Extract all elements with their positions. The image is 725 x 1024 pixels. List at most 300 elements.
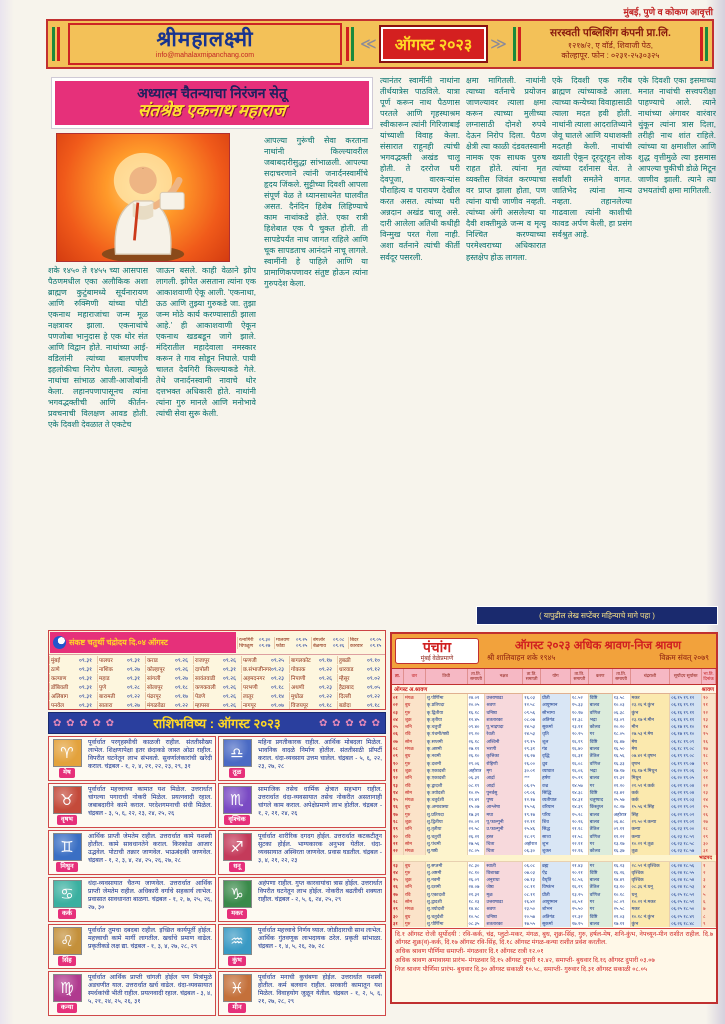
city-name: कराड: [145, 656, 175, 664]
panchang-cell: ०९.०६: [523, 789, 541, 796]
ribbon-stripes: [48, 21, 64, 67]
rashifal-section: [48, 712, 386, 1018]
panchang-cell: मंगळ: [404, 796, 426, 803]
zodiac-icon-column: [49, 831, 85, 874]
table-row: [392, 752, 716, 759]
table-row: [392, 723, 716, 730]
panchang-cell: वृश्चिक: [631, 869, 671, 876]
panchang-cell: रोहिणी: [485, 760, 523, 767]
panchang-cell: २४.०१: [468, 694, 486, 701]
panchang-cell: २९.५० नं.कन्या: [631, 818, 671, 825]
panchang-cell: १६.२९: [571, 883, 589, 890]
panchang-cell: उ.फाल्गुनी: [485, 825, 523, 832]
masthead: [46, 19, 714, 69]
panchang-cell: १९: [392, 825, 404, 832]
city-time-pair: [348, 643, 385, 649]
column-header: भा.ति. दिनांक: [702, 669, 716, 684]
panchang-cell: मंगळ: [404, 847, 426, 854]
panchang-cell: २६.२१: [468, 833, 486, 840]
panchang-cell: ११: [702, 701, 716, 708]
panchang-cell: ०७.०३: [523, 869, 541, 876]
panchang-cell: रेवती: [485, 730, 523, 737]
panchang-cell: २८.५२ नं.वृश्चिक: [631, 862, 671, 869]
panchang-notes: [392, 928, 716, 977]
city-time-pair: [311, 643, 348, 649]
panchang-cell: ०६.१६ १९.१२: [670, 701, 702, 708]
panchang-cell: ०८.०९: [613, 898, 631, 905]
panchang-cell: १२: [392, 774, 404, 781]
panchang-cell: सोम: [404, 789, 426, 796]
left-month-sublabel: अ.श्रावण: [409, 687, 428, 693]
panchang-cell: २७: [392, 891, 404, 898]
article-column-7: एके दिवशी एका इसमाच्या मनात नाथांची सत्त्वपरीक्षा पाहण्याचे आले. त्याने नाथांच्या अंगावर वारंवार थुंकून त्यांना त्रास दिला, तरीही नाथ शांत राहिले. त्यांच्या या क्षमाशील आणि शुद्ध वृत्तीमुळे त्या इसमास आपल्या चुकीची डोळे मिटून जाणीव झाली. त्याने त्या उभयतांची क्षमा मागितली.: [638, 76, 716, 196]
panchang-cell: १०.०३: [613, 701, 631, 708]
panchang-cell: सिद्ध: [541, 825, 571, 832]
column-header: ता.ति. समाप्ती: [468, 669, 486, 684]
panchang-cell: प्रीती: [541, 694, 571, 701]
city-name: चिपळूण: [237, 643, 259, 649]
panchang-cell: १५: [392, 796, 404, 803]
column-header: ता.ति. समाप्ती: [523, 669, 541, 684]
panchang-cell: २४.५३: [523, 730, 541, 737]
panchang-cell: शोभन: [541, 905, 571, 912]
panchang-cell: विष्टि: [589, 913, 613, 920]
panchang-cell: गुरु: [404, 760, 426, 767]
panchang-cell: शुक्र: [404, 716, 426, 723]
table-row: [392, 876, 716, 883]
panchang-cell: २०.०५: [468, 701, 486, 708]
table-row: [392, 847, 716, 854]
panchang-cell: आयुष्मान: [541, 898, 571, 905]
panchang-cell: २८.१०: [468, 869, 486, 876]
brand-logo: श्रीमहालक्ष्मी: [156, 28, 254, 51]
city-name: पंढरपूर: [145, 692, 175, 700]
sankashta-header-cities: [237, 631, 385, 654]
panchang-cell: ०५: [392, 723, 404, 730]
zodiac-sign-box: [218, 783, 386, 828]
panchang-cell: २४.५३: [523, 723, 541, 730]
panchang-cell: विष्टि: [589, 694, 613, 701]
panchang-cell: ०६.५१: [571, 898, 589, 905]
panchang-cell: ०६: [392, 730, 404, 737]
panchang-cell: २१.२०: [613, 782, 631, 789]
panchang-cell: उत्तराषाढा: [485, 694, 523, 701]
panchang-cell: ध्रुव: [541, 760, 571, 767]
panchang-cell: ०६.२३ १८.५७: [670, 847, 702, 854]
panchang-cell: १६.५६: [613, 752, 631, 759]
rashifal-header-band: [48, 712, 386, 734]
panchang-cell: २४: [702, 796, 716, 803]
panchang-cell: मकर: [631, 905, 671, 912]
panchang-cell: वज्र: [541, 782, 571, 789]
panchang-cell: १६.०८: [571, 760, 589, 767]
panchang-cell: बुध: [404, 803, 426, 810]
panchang-cell: सोम: [404, 840, 426, 847]
panchang-cell: ०७.१३: [523, 876, 541, 883]
zodiac-forecast-text: पूर्वार्धात शारीरिक दगदग होईल. उत्तरार्धात कटकटीतून सुटका होईल. भाग्यकारक अनुभव येतील. धंदा-व्यवसायात अस्थिरता जाणवेल. प्रवास घडतील. चंद्रबल - ३, ४, २१, २२, २३: [258, 833, 382, 865]
panchang-cell: २१.४३: [571, 862, 589, 869]
zodiac-icon: ♓: [223, 974, 252, 1002]
zodiac-forecast-text: अहंपणा राहील. गुप्त कारवायांचा त्रास होईल. उत्तरार्धात विपरीत घटनेतून लाभ होईल. नोकरीत बढतीची शक्यता राहील. चंद्रबल - २, ५, ६, २४, २५, २९: [258, 880, 382, 904]
column-header: ता.ति. समाप्ती: [571, 669, 589, 684]
panchang-cell: १९: [702, 760, 716, 767]
moonrise-time: ०९.२६: [175, 657, 188, 664]
panchang-cell: २१: [702, 774, 716, 781]
city-name: कणकवली: [193, 683, 223, 691]
city-name: पनवेल: [49, 701, 79, 709]
saint-figure: [57, 134, 229, 261]
zodiac-sign-box: [218, 830, 386, 875]
panchang-table: [390, 632, 718, 1004]
panchang-cell: हस्त: [485, 833, 523, 840]
moonrise-time: ०९.१८: [367, 702, 380, 709]
panchang-cell: १३: [392, 782, 404, 789]
table-row: [392, 730, 716, 737]
panchang-cell: ११: [392, 767, 404, 774]
panchang-cell: २२: [392, 847, 404, 854]
panchang-cell: ०६.४८: [613, 818, 631, 825]
panchang-cell: ०६.१८ १९.०९: [670, 738, 702, 745]
panchang-cell: २: [702, 869, 716, 876]
city-name: म्हापसा: [193, 701, 223, 709]
panchang-cell: १२.५८: [523, 701, 541, 708]
moonrise-time: ०९.२६: [223, 675, 236, 682]
panchang-cell: ०६.२५ १८.४९: [670, 913, 702, 920]
article-title: संतश्रेष्ठ एकनाथ महाराज: [137, 100, 287, 120]
panchang-header-right: [483, 640, 713, 663]
panchang-cell: १: [702, 862, 716, 869]
panchang-cell: मीन: [631, 723, 671, 730]
city-name: म्हैसूर: [337, 674, 367, 682]
panchang-cell: बालव: [589, 774, 613, 781]
city-name: कारवार: [348, 643, 370, 649]
panchang-rows: [392, 694, 716, 927]
column-header: नक्षत्र: [485, 669, 523, 684]
table-row: [392, 898, 716, 905]
panchang-cell: ३०.०१: [523, 767, 541, 774]
panchang-cell: १८.२३: [468, 898, 486, 905]
sankashta-moonrise-table: [48, 630, 386, 710]
panchang-cell: भद्रा: [589, 716, 613, 723]
panchang-cell: ०४: [392, 716, 404, 723]
panchang-cell: साध्य: [541, 833, 571, 840]
panchang-cell: मिथुन: [631, 774, 671, 781]
panchang-cell: ०६.०८: [523, 862, 541, 869]
zodiac-name-label: धनू: [229, 862, 245, 871]
panchang-cell: २८.२७: [613, 803, 631, 810]
panchang-cell: १६.२३: [613, 862, 631, 869]
panchang-cell: रवि: [404, 730, 426, 737]
zodiac-name-label: कन्या: [57, 1003, 77, 1012]
panchang-cell: बालव: [589, 811, 613, 818]
panchang-cell: १०: [392, 760, 404, 767]
panchang-cell: अनुराधा: [485, 876, 523, 883]
panchang-cell: आर्द्रा: [485, 782, 523, 789]
panchang-cell: ०९: [392, 752, 404, 759]
article-kicker: अध्यात्म चैतन्याचा निरंजन सेतू: [137, 84, 287, 101]
zodiac-icon: ♎: [223, 739, 252, 767]
panchang-cell: ०६.२४ १८.५६: [670, 862, 702, 869]
city-name: दापोली: [193, 665, 223, 673]
panchang-cell: तैतिल: [589, 883, 613, 890]
panchang-cell: अतिगंड: [541, 716, 571, 723]
table-row: [392, 796, 716, 803]
panchang-title-box: [395, 638, 479, 664]
panchang-cell: ११.२२: [613, 833, 631, 840]
panchang-cell: धृति: [541, 730, 571, 737]
panchang-cell: २०: [392, 833, 404, 840]
publisher-phone: कोल्हापूर. फोन : ०२३१-२५३०३२५: [561, 50, 660, 60]
panchang-cell: २३.१७ नं.मीन: [631, 716, 671, 723]
panchang-cell: ०९.११: [613, 825, 631, 832]
panchang-cell: शु.प्रतिपदा: [426, 811, 468, 818]
panchang-cell: २६: [392, 883, 404, 890]
table-row: [392, 833, 716, 840]
panchang-cell: गर: [589, 898, 613, 905]
zodiac-icon: ♍: [53, 974, 82, 1002]
panchang-cell: विष्टि: [589, 789, 613, 796]
city-name: धारवाड: [337, 665, 367, 673]
panchang-cell: पू.भाद्रपदा: [485, 723, 523, 730]
panchang-cell: २३.०९: [613, 716, 631, 723]
city-name: नाशिक: [97, 665, 127, 673]
panchang-cell: ०६.२५: [523, 782, 541, 789]
panchang-cell: ०६.२३ १९.००: [670, 825, 702, 832]
moonrise-time: ०९.१४: [271, 693, 284, 700]
panchang-cell: २५: [702, 803, 716, 810]
panchang-cell: पू.फाल्गुनी: [485, 818, 523, 825]
panchang-cell: रवि: [404, 833, 426, 840]
city-name: दिल्ली: [337, 692, 367, 700]
city-time-pair: [237, 643, 274, 649]
panchang-cell: १६.३७: [613, 847, 631, 854]
panchang-cell: ३१: [702, 847, 716, 854]
panchang-cell: २१.०३: [613, 913, 631, 920]
panchang-cell: रवि: [404, 891, 426, 898]
table-row: [392, 774, 716, 781]
table-row: [392, 803, 716, 810]
panchang-cell: मंगळ: [404, 745, 426, 752]
panchang-cell: गुरु: [404, 811, 426, 818]
panchang-cell: २६.२७: [523, 752, 541, 759]
moonrise-time: ०९.२२: [175, 702, 188, 709]
zodiac-name-label: मिथुन: [56, 862, 77, 871]
city-name: अथणी: [289, 683, 319, 691]
city-name: मंगळवेढा: [145, 701, 175, 709]
panchang-cell: मघा: [485, 811, 523, 818]
panchang-cell: गर: [589, 862, 613, 869]
panchang-cell: २९.१५: [523, 738, 541, 745]
panchang-cell: शु.दशमी: [426, 883, 468, 890]
panchang-cell: शु.एकादशी: [426, 891, 468, 898]
email-text: info@mahalaxmipanchang.com: [155, 52, 255, 59]
zodiac-forecast-text: आर्थिक प्राप्ती जेमतेम राहील. उत्तरार्धात कामे यशस्वी होतील. कामे सावधानतेने कराल. किरकोळ आजार उद्भवेल. पोटाची तक्रार जाणवेल. भाऊबंदकी जाणवेल. चंद्रबल - १, २, ३, ४, २४, २५, २६, २७, २८: [88, 833, 212, 865]
zodiac-forecast-text: सामाजिक तसेच धार्मिक क्षेत्रात सहभाग राहील. उत्तरार्धात धंदा-व्यवसायात तसेच नोकरीत असतानाही चांगले काम कराल. अपेक्षेप्रमाणे लाभ होतील. चंद्रबल - १, २, २१, २४, २६: [258, 786, 382, 818]
zodiac-icon-column: [219, 878, 255, 921]
panchang-cell: १७: [392, 811, 404, 818]
panchang-cell: २०: [702, 767, 716, 774]
panchang-cell: १६.३३: [613, 760, 631, 767]
panchang-cell: १४.३१: [571, 796, 589, 803]
panchang-cell: ०८.३५: [468, 920, 486, 927]
panchang-cell: ऐंद्र: [541, 869, 571, 876]
column-header: योग: [541, 669, 571, 684]
panchang-cell: २१.३८: [571, 716, 589, 723]
city-name: पुणे: [97, 683, 127, 691]
city-name: सावंतवाडी: [193, 674, 223, 682]
moonrise-time: ०९.२७: [175, 675, 188, 682]
zodiac-icon: ♐: [223, 833, 252, 861]
panchang-cell: अतिगंड: [541, 913, 571, 920]
moonrise-time: ०९.३०: [259, 637, 271, 643]
panchang-cell: आर्द्रा: [485, 774, 523, 781]
panchang-cell: सिद्धि: [541, 789, 571, 796]
panchang-cell: २३: [702, 789, 716, 796]
panchang-cell: वणिज: [589, 760, 613, 767]
panchang-cell: अहोरात्र: [613, 811, 631, 818]
rashifal-grid: [48, 736, 386, 1016]
panchang-cell: कृ.द्वादशी: [426, 782, 468, 789]
moonrise-time: ०९.१७: [175, 693, 188, 700]
zodiac-icon-column: [219, 737, 255, 780]
panchang-cell: गर: [589, 782, 613, 789]
panchang-cell: शु.द्वितीया: [426, 818, 468, 825]
panchang-title: पंचांग: [422, 639, 452, 655]
panchang-cell: ३१: [392, 920, 404, 927]
panchang-cell: ०६.२१ १९.०४: [670, 789, 702, 796]
zodiac-sign-box: [48, 924, 216, 969]
panchang-cell: ६: [702, 898, 716, 905]
table-row: [49, 655, 385, 664]
moonrise-time: ०९.२५: [296, 637, 308, 643]
panchang-cell: १४.५७: [571, 782, 589, 789]
panchang-cell: ५: [702, 891, 716, 898]
article-column-1: शके १४५० ते १४५५ च्या आसपास पैठणमधील एका अलौकिक अशा ब्राह्मण कुटुंबामध्ये सूर्यनारायण आणि रुक्मिणी यांच्या पोटी एकनाथ महाराजांचा जन्म मूळ नक्षत्रावर झाला. एकनाथांचे पणजोबा भानुदास हे एक थोर संत आणि विद्वान होते. नाथांच्या आई-वडिलांनी त्यांच्या बालपणीच इहलोकीचा निरोप घेतला. त्यामुळे नाथांचा सांभाळ आजी-आजोबांनी केला. लहानपणापासूनच त्यांना भगवद्भक्तीची आणि कीर्तन-प्रवचनाची विलक्षण आवड होती. एके दिवशी देवळात ते एकटेच: [48, 266, 148, 430]
zodiac-name-label: कर्क: [58, 909, 76, 918]
table-row: [392, 891, 716, 898]
panchang-cell: ०६.१६ १९.११: [670, 709, 702, 716]
panchang-cell: बालव: [589, 745, 613, 752]
panchang-cell: २१.१८: [571, 825, 589, 832]
panchang-cell: २१.३२: [468, 891, 486, 898]
panchang-cell: पुष्य: [485, 796, 523, 803]
table-row: [392, 760, 716, 767]
zodiac-sign-box: [218, 971, 386, 1016]
panchang-cell: शु.अष्टमी: [426, 869, 468, 876]
panchang-cell: २०.२०: [613, 723, 631, 730]
panchang-cell: १६.५०: [613, 745, 631, 752]
panchang-cell: वृद्धि: [541, 752, 571, 759]
panchang-cell: ७: [702, 905, 716, 912]
panchang-cell: २२.११: [523, 818, 541, 825]
panchang-cell: कृ.अमावास्या: [426, 803, 468, 810]
panchang-cell: गुरु: [404, 709, 426, 716]
zodiac-sign-box: [48, 736, 216, 781]
panchang-cell: २९.३१: [523, 745, 541, 752]
table-row: [392, 767, 716, 774]
panchang-cell: २७.५६: [468, 840, 486, 847]
panchang-cell: १४.४८: [468, 905, 486, 912]
panchang-cell: १०.२१ नं.मकर: [631, 898, 671, 905]
panchang-cell: २६.१०: [468, 752, 486, 759]
panchang-cell: पुनर्वसु: [485, 789, 523, 796]
panchang-cell: २९: [702, 833, 716, 840]
panchang-cell: ०६.२४ १८.५४: [670, 876, 702, 883]
panchang-cell: शुक्र: [404, 876, 426, 883]
panchang-cell: २४.०७: [468, 883, 486, 890]
panchang-cell: कृ.एकादशी: [426, 774, 468, 781]
panchang-cell: ०६.२० १९.०५: [670, 774, 702, 781]
zodiac-icon: ♊: [53, 833, 82, 861]
panchang-cell: २८: [392, 898, 404, 905]
column-header: चंद्रराशी: [631, 669, 671, 684]
logo-box: [68, 23, 342, 65]
panchang-cell: १८.५६: [571, 876, 589, 883]
moonrise-time: ०९.१२: [367, 666, 380, 673]
panchang-cell: शु.चतुर्थी: [426, 833, 468, 840]
panchang-cell: १५.५६: [523, 803, 541, 810]
city-name: हुबळी: [337, 656, 367, 664]
zodiac-icon-column: [219, 831, 255, 874]
panchang-cell: मकर: [631, 694, 671, 701]
moonrise-time: ०९.२२: [367, 693, 380, 700]
panchang-cell: धनू: [631, 891, 671, 898]
panchang-cell: १६.१७ नं.मिथुन: [631, 767, 671, 774]
panchang-cell: २०.२५: [571, 730, 589, 737]
zodiac-name-label: सिंह: [58, 956, 76, 965]
panchang-cell: शुक्ल: [541, 847, 571, 854]
panchang-cell: २५.५८: [613, 905, 631, 912]
panchang-cell: विशाखा: [485, 869, 523, 876]
saint-portrait-image: [56, 133, 230, 262]
panchang-cell: २६.००: [523, 760, 541, 767]
panchang-cell: ३०: [392, 913, 404, 920]
moonrise-time: ०९.३१: [79, 684, 92, 691]
panchang-cell: शूल: [541, 738, 571, 745]
panchang-cell: कृ.नवमी: [426, 752, 468, 759]
panchang-cell: शु.षष्ठी: [426, 847, 468, 854]
table-row: [49, 700, 385, 709]
city-name: कल्याण: [49, 674, 79, 682]
zodiac-sign-box: [218, 736, 386, 781]
city-name: बडोदा: [337, 701, 367, 709]
moonrise-time: ०९.२६: [319, 675, 332, 682]
panchang-cell: ८: [702, 913, 716, 920]
panchang-cell: १७.५५: [523, 920, 541, 927]
panchang-cell: धनिष्ठा: [485, 913, 523, 920]
article-column-5: क्षमा मागितली. नाथांनी त्याच्या वर्तनाचे प्रयोजन जाणल्यावर त्याला क्षमा करून त्याच्या मुलीच्या लग्नासाठी दोनशे रुपये देऊन निरोप दिला. पैठण क्षेत्री त्या काळी दंडवतस्वामी नामक एक साधक पुरुष राहत होते. त्यांना मृत व्यक्तीस जिवंत करण्याचा वर प्राप्त झाला होता, पण त्यांना याची जाणीव नव्हती. त्यांच्या अंगी असलेल्या या दैवी शक्तीमुळे जन्म व मृत्यू निश्चित करण्याच्या परमेश्वराच्या अधिकारात हस्तक्षेप होऊ लागला.: [466, 76, 546, 262]
moonrise-time: ०९.२६: [175, 666, 188, 673]
moonrise-time: ०९.३१: [127, 657, 140, 664]
panchang-cell: सोम: [404, 738, 426, 745]
table-row: [392, 905, 716, 912]
panchang-cell: २३.२६ नं.कुंभ: [631, 701, 671, 708]
panchang-cell: गर: [589, 905, 613, 912]
rashifal-title: राशिभविष्य : ऑगस्ट २०२३: [153, 716, 281, 731]
sankashta-rows: [49, 655, 385, 709]
left-month-label: ऑगस्ट: [394, 687, 408, 693]
panchang-cell: २८.३०: [468, 862, 486, 869]
panchang-cell: जेष्ठा: [485, 883, 523, 890]
panchang-cell: ०७.४२ नं.वृषभ: [631, 752, 671, 759]
panchang-cell: २५.५०: [571, 905, 589, 912]
panchang-cell: वणिज: [589, 891, 613, 898]
panchang-cell: ०८.११: [523, 891, 541, 898]
panchang-cell: चित्रा: [485, 847, 523, 854]
article-section: [48, 75, 716, 630]
zodiac-icon-column: [49, 737, 85, 780]
moonrise-time: ०९.२५: [271, 657, 284, 664]
